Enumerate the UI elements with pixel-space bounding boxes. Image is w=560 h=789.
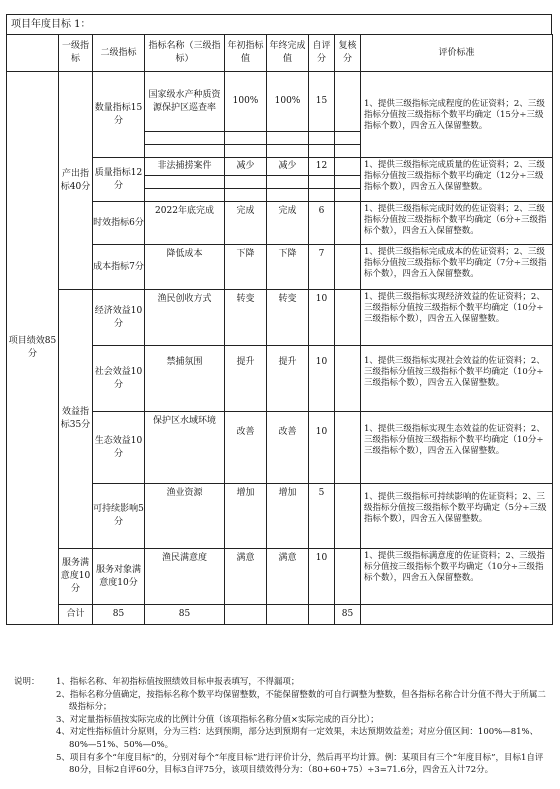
criteria-cell: 1、提供三级指标满意度的佐证资料；2、三级指标分值按三级指标个数平均确定（10分÷三级指标个数），四舍五入保留整数。 <box>361 549 553 605</box>
self-score-cell: 10 <box>309 412 335 484</box>
total-row <box>7 605 553 625</box>
header-level2: 二级指标 <box>93 35 145 72</box>
self-score-cell: 5 <box>309 484 335 549</box>
final-value-cell: 增加 <box>267 484 309 549</box>
empty-cell <box>145 132 225 145</box>
total-label-cell: 合计 <box>59 605 93 625</box>
form-title: 项目年度目标 1： <box>6 14 552 34</box>
initial-value-cell: 提升 <box>225 346 267 412</box>
empty-cell <box>267 132 309 145</box>
note-item: 2、指标名称分值确定，按指标名称个数平均保留整数，不能保留整数的可自行调整为整数，但各指标名称合计分值不得大于所属二级指标分； <box>56 689 546 713</box>
empty-cell <box>145 189 225 202</box>
note-item: 4、对定性指标值计分原则，分为三档：达到预期，部分达到预期有一定效果，未达预期效益差；对应分值区间：100%—81%、80%—51%、50%—0%。 <box>56 727 539 750</box>
self-score-cell: 10 <box>309 549 335 605</box>
empty-cell <box>309 132 335 145</box>
empty-cell <box>225 605 267 625</box>
review-score-cell <box>335 245 361 290</box>
table-row <box>7 290 553 346</box>
criteria-cell: 1、提供三级指标可持续影响的佐证资料；2、三级指标分值按三级指标个数平均确定（5分÷三级指标个数），四舍五入保留整数。 <box>361 484 553 549</box>
empty-cell <box>309 605 335 625</box>
review-score-cell <box>335 290 361 346</box>
final-value-cell: 完成 <box>267 202 309 245</box>
note-item: 5、项目有多个“年度目标”的，分别对每个“年度目标”进行评价计分，然后再平均计算。例：某项目有三个“年度目标”，目标1自评80分，目标2自评60分，目标3自评75分，该项目绩效得分为：（80+60+75）÷3=71.6分，四舍五入计72分。 <box>56 752 544 776</box>
criteria-cell: 1、提供三级指标完成时效的佐证资料；2、三级指标分值按三级指标个数平均确定（6分÷三级指标个数），四舍五入保留整数。 <box>361 202 553 245</box>
satisfaction-indicator-cell: 服务满意度10分 <box>59 549 93 605</box>
self-score-cell: 12 <box>309 158 335 176</box>
initial-value-cell: 满意 <box>225 549 267 605</box>
empty-cell <box>267 189 309 202</box>
empty-cell <box>267 176 309 189</box>
timeliness-indicator-cell: 时效指标6分 <box>93 202 145 245</box>
empty-cell <box>225 176 267 189</box>
review-score-cell <box>335 72 361 132</box>
empty-cell <box>225 145 267 158</box>
self-score-cell: 10 <box>309 346 335 412</box>
final-value-cell: 提升 <box>267 346 309 412</box>
criteria-cell: 1、提供三级指标完成质量的佐证资料；2、三级指标分值按三级指标个数平均确定（12分÷三级指标个数），四舍五入保留整数。 <box>361 158 553 202</box>
header-review-score: 复核分 <box>335 35 361 72</box>
empty-cell <box>335 189 361 202</box>
review-score-cell <box>335 484 361 549</box>
output-indicator-cell: 产出指标40分 <box>59 72 93 290</box>
total-level1-cell: 85 <box>93 605 145 625</box>
notes-section <box>14 676 550 777</box>
self-score-cell: 7 <box>309 245 335 290</box>
table-row <box>7 72 553 132</box>
benefit-indicator-cell: 效益指标35分 <box>59 290 93 549</box>
indicator-name-cell: 2022年底完成 <box>145 202 225 245</box>
empty-cell <box>309 145 335 158</box>
quality-indicator-cell: 质量指标12分 <box>93 158 145 202</box>
social-benefit-cell: 社会效益10分 <box>93 346 145 412</box>
sustainable-impact-cell: 可持续影响5分 <box>93 484 145 549</box>
self-score-cell: 15 <box>309 72 335 132</box>
notes-list <box>56 676 550 777</box>
review-score-cell <box>335 549 361 605</box>
notes-label: 说明： <box>14 677 40 687</box>
self-score-cell: 6 <box>309 202 335 245</box>
initial-value-cell: 转变 <box>225 290 267 346</box>
empty-cell <box>145 176 225 189</box>
indicator-name-cell: 渔民创收方式 <box>145 290 225 346</box>
review-score-cell <box>335 202 361 245</box>
economic-benefit-cell: 经济效益10分 <box>93 290 145 346</box>
evaluation-table <box>6 34 553 625</box>
empty-cell <box>335 132 361 145</box>
initial-value-cell: 下降 <box>225 245 267 290</box>
final-value-cell: 改善 <box>267 412 309 484</box>
empty-cell <box>225 189 267 202</box>
initial-value-cell: 改善 <box>225 412 267 484</box>
indicator-name-cell: 非法捕捞案件 <box>145 158 225 176</box>
final-value-cell: 减少 <box>267 158 309 176</box>
total-level2-cell: 85 <box>145 605 225 625</box>
final-value-cell: 下降 <box>267 245 309 290</box>
criteria-cell: 1、提供三级指标实现社会效益的佐证资料；2、三级指标分值按三级指标个数平均确定（10分÷三级指标个数），四舍五入保留整数。 <box>361 346 553 412</box>
self-score-cell: 10 <box>309 290 335 346</box>
indicator-name-cell: 国家级水产种质资源保护区巡查率 <box>145 72 225 132</box>
cost-indicator-cell: 成本指标7分 <box>93 245 145 290</box>
final-value-cell: 满意 <box>267 549 309 605</box>
criteria-cell: 1、提供三级指标实现生态效益的佐证资料；2、三级指标分值按三级指标个数平均确定（10分÷三级指标个数），四舍五入保留整数。 <box>361 412 553 484</box>
initial-value-cell: 100% <box>225 72 267 132</box>
header-indicator-name: 指标名称（三级指标） <box>145 35 225 72</box>
service-satisfaction-cell: 服务对象满意度10分 <box>93 549 145 605</box>
empty-cell <box>267 145 309 158</box>
header-self-score: 自评分 <box>309 35 335 72</box>
quantity-indicator-cell: 数量指标15分 <box>93 72 145 158</box>
header-level1: 一级指标 <box>59 35 93 72</box>
criteria-cell: 1、提供三级指标实现经济效益的佐证资料；2、三级指标分值按三级指标个数平均确定（10分÷三级指标个数），四舍五入保留整数。 <box>361 290 553 346</box>
indicator-name-cell: 保护区水域环境 <box>145 412 225 484</box>
header-blank <box>7 35 59 72</box>
empty-cell <box>335 145 361 158</box>
empty-cell <box>361 605 553 625</box>
indicator-name-cell: 降低成本 <box>145 245 225 290</box>
empty-cell <box>145 145 225 158</box>
total-score-cell: 85 <box>335 605 361 625</box>
initial-value-cell: 减少 <box>225 158 267 176</box>
project-performance-cell: 项目绩效85分 <box>7 72 59 625</box>
empty-cell <box>225 132 267 145</box>
review-score-cell <box>335 158 361 176</box>
review-score-cell <box>335 412 361 484</box>
note-item: 1、指标名称、年初指标值按照绩效目标申报表填写，不得漏项； <box>56 677 300 687</box>
initial-value-cell: 增加 <box>225 484 267 549</box>
header-row <box>7 35 553 72</box>
indicator-name-cell: 渔业资源 <box>145 484 225 549</box>
header-final-value: 年终完成值 <box>267 35 309 72</box>
criteria-cell: 1、提供三级指标完成程度的佐证资料；2、三级指标分值按三级指标个数平均确定（15分÷三级指标个数），四舍五入保留整数。 <box>361 72 553 158</box>
empty-cell <box>309 176 335 189</box>
empty-cell <box>335 176 361 189</box>
header-criteria: 评价标准 <box>361 35 553 72</box>
note-item: 3、对定量指标值按实际完成的比例计分值（该项指标名称分值×实际完成的百分比）； <box>56 714 379 725</box>
ecological-benefit-cell: 生态效益10分 <box>93 412 145 484</box>
initial-value-cell: 完成 <box>225 202 267 245</box>
final-value-cell: 转变 <box>267 290 309 346</box>
indicator-name-cell: 渔民满意度 <box>145 549 225 605</box>
empty-cell <box>309 189 335 202</box>
table-row <box>7 549 553 605</box>
header-initial-value: 年初指标值 <box>225 35 267 72</box>
empty-cell <box>267 605 309 625</box>
indicator-name-cell: 禁捕氛围 <box>145 346 225 412</box>
criteria-cell: 1、提供三级指标完成成本的佐证资料；2、三级指标分值按三级指标个数平均确定（7分÷三级指标个数），四舍五入保留整数。 <box>361 245 553 290</box>
final-value-cell: 100% <box>267 72 309 132</box>
review-score-cell <box>335 346 361 412</box>
